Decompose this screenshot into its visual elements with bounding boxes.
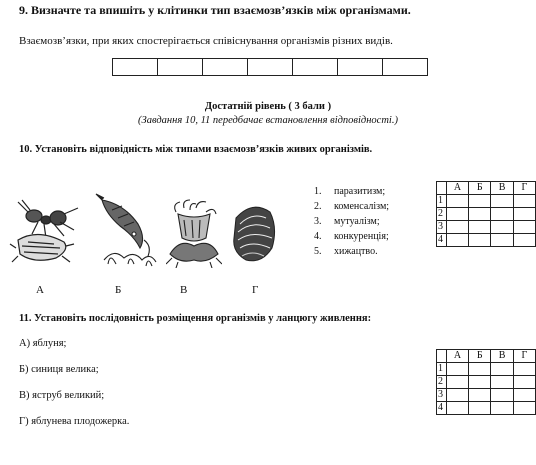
grid-row [437,402,536,415]
grid-header-row [437,350,536,363]
grid-cell[interactable] [446,376,468,389]
grid-cell[interactable] [491,376,513,389]
illustration-fish [94,190,164,270]
grid-column-header: Г [513,350,535,363]
food-chain-item: Г) яблунева плодожерка. [19,416,130,427]
grid-column-header: А [446,350,468,363]
grid-row [437,376,536,389]
image-label-b: Б [115,284,122,296]
grid-cell[interactable] [469,402,491,415]
answer-cell[interactable] [248,59,293,75]
task-10-title: 10. Установіть відповідність між типами взаємозв’язків живих організмів. [19,144,373,155]
image-label-v: В [180,284,188,296]
grid-row [437,221,536,234]
food-chain-item: Б) синиця велика; [19,364,99,375]
grid-cell[interactable] [491,389,513,402]
grid-cell[interactable] [513,234,535,247]
task-9-title: 9. Визначте та впишіть у клітинки тип взаємозв’язків між організмами. [19,3,411,17]
grid-column-header: Б [469,350,491,363]
grid-cell[interactable] [446,221,468,234]
grid-row [437,195,536,208]
grid-cell[interactable] [513,402,535,415]
answer-cell[interactable] [338,59,383,75]
answer-cell[interactable] [113,59,158,75]
grid-cell[interactable] [513,221,535,234]
grid-column-header: А [446,182,468,195]
grid-corner [437,182,447,195]
grid-row-header: 2 [437,376,447,389]
illustration-sea-anemone-crab [166,198,222,268]
option-item: 4. конкуренція; [314,231,389,242]
task-10-answer-grid[interactable] [436,181,536,247]
grid-cell[interactable] [491,208,513,221]
task-9-answer-cells[interactable] [112,58,428,76]
grid-cell[interactable] [513,195,535,208]
grid-cell[interactable] [469,208,491,221]
food-chain-item: А) яблуня; [19,338,67,349]
grid-cell[interactable] [469,389,491,402]
task-11-answer-grid[interactable] [436,349,536,415]
grid-cell[interactable] [491,221,513,234]
answer-cell[interactable] [158,59,203,75]
grid-cell[interactable] [469,195,491,208]
relationship-options-list [314,184,389,259]
illustration-lichen-fungus [228,198,278,268]
grid-cell[interactable] [469,376,491,389]
grid-header-row [437,182,536,195]
answer-cell[interactable] [383,59,427,75]
grid-row-header: 4 [437,234,447,247]
grid-cell[interactable] [446,389,468,402]
grid-cell[interactable] [491,195,513,208]
illustration-ant-aphid [8,198,88,268]
grid-cell[interactable] [446,195,468,208]
grid-row [437,234,536,247]
answer-cell[interactable] [203,59,248,75]
option-item: 3. мутуалізм; [314,216,380,227]
grid-row-header: 1 [437,195,447,208]
grid-column-header: В [491,350,513,363]
option-item: 2. коменсалізм; [314,201,390,212]
grid-cell[interactable] [513,363,535,376]
grid-cell[interactable] [469,363,491,376]
task-11-title: 11. Установіть послідовність розміщення організмів у ланцюгу живлення: [19,313,372,324]
grid-row-header: 3 [437,389,447,402]
grid-row-header: 4 [437,402,447,415]
grid-row [437,363,536,376]
level-note: (Завдання 10, 11 передбачає встановлення відповідності.) [138,115,398,126]
level-title: Достатній рівень ( 3 бали ) [204,101,332,112]
option-item: 5. хижацтво. [314,246,378,257]
grid-column-header: Б [469,182,491,195]
answer-cell[interactable] [293,59,338,75]
option-item: 1. паразитизм; [314,186,386,197]
grid-column-header: Г [513,182,535,195]
grid-cell[interactable] [446,208,468,221]
grid-column-header: В [491,182,513,195]
grid-row-header: 3 [437,221,447,234]
image-label-g: Г [252,284,259,296]
grid-cell[interactable] [491,234,513,247]
grid-row-header: 2 [437,208,447,221]
grid-cell[interactable] [513,208,535,221]
grid-corner [437,350,447,363]
grid-cell[interactable] [491,363,513,376]
task-9-statement: Взаємозв’язки, при яких спостерігається співіснування організмів різних видів. [19,35,393,47]
grid-cell[interactable] [491,402,513,415]
image-label-a: А [36,284,44,296]
grid-row [437,208,536,221]
grid-cell[interactable] [513,389,535,402]
grid-cell[interactable] [469,234,491,247]
grid-cell[interactable] [446,402,468,415]
grid-cell[interactable] [469,221,491,234]
grid-row-header: 1 [437,363,447,376]
grid-cell[interactable] [446,234,468,247]
grid-cell[interactable] [446,363,468,376]
grid-cell[interactable] [513,376,535,389]
grid-row [437,389,536,402]
food-chain-item: В) яструб великий; [19,390,105,401]
